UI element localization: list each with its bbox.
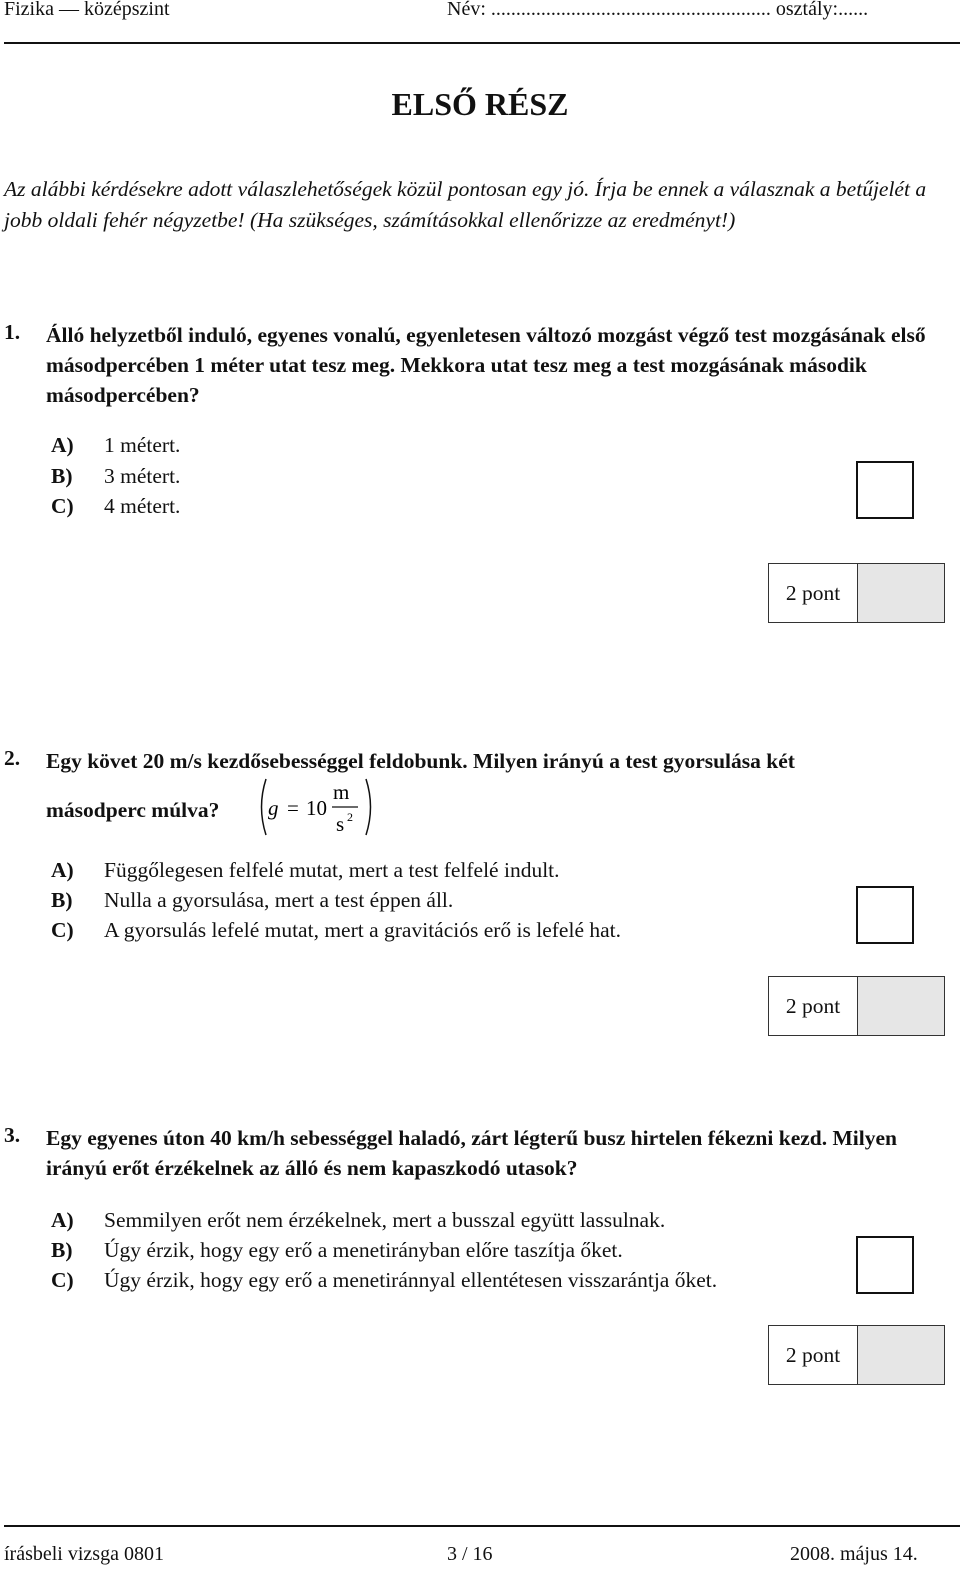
q3-option-c-letter: C) bbox=[51, 1268, 74, 1292]
footer-page-number: 3 / 16 bbox=[447, 1543, 493, 1565]
question-2-text-line2: másodperc múlva? bbox=[46, 798, 220, 822]
q3-score-label: 2 pont bbox=[769, 1326, 858, 1384]
q1-option-c-letter: C) bbox=[51, 494, 74, 518]
q3-option-a-letter: A) bbox=[51, 1208, 74, 1232]
q2-score-label: 2 pont bbox=[769, 977, 858, 1035]
q3-score-box bbox=[768, 1325, 945, 1385]
gravity-formula bbox=[256, 775, 376, 839]
q3-option-c-text: Úgy érzik, hogy egy erő a menetiránnyal ellentétesen visszarántja őket. bbox=[104, 1268, 718, 1292]
header-subject: Fizika — középszint bbox=[4, 0, 170, 20]
q2-option-a-text: Függőlegesen felfelé mutat, mert a test felfelé indult. bbox=[104, 858, 560, 882]
section-title: ELSŐ RÉSZ bbox=[391, 86, 569, 122]
question-1-number: 1. bbox=[4, 320, 21, 344]
q1-option-b-text: 3 métert. bbox=[104, 464, 181, 488]
formula-value: 10 bbox=[306, 796, 327, 820]
q2-option-c-text: A gyorsulás lefelé mutat, mert a gravitációs erő is lefelé hat. bbox=[104, 918, 622, 942]
question-2-number: 2. bbox=[4, 746, 21, 770]
question-1-text: Álló helyzetből induló, egyenes vonalú, egyenletesen változó mozgást végző test mozgásának első másodpercében 1 méter utat tesz meg. Mekkora utat tesz meg a test mozgásának második másodpercében? bbox=[46, 323, 926, 407]
q1-score-label: 2 pont bbox=[769, 564, 858, 622]
formula-symbol: g bbox=[268, 796, 279, 820]
header-name-field: Név: ........................................................ osztály:...... bbox=[447, 0, 869, 20]
q1-option-a-letter: A) bbox=[51, 433, 74, 457]
q3-score-field[interactable] bbox=[858, 1326, 944, 1384]
q2-score-box bbox=[768, 976, 945, 1036]
q3-option-b-text: Úgy érzik, hogy egy erő a menetirányban előre taszítja őket. bbox=[104, 1238, 623, 1262]
q1-option-a-text: 1 métert. bbox=[104, 433, 181, 457]
q2-option-c-letter: C) bbox=[51, 918, 74, 942]
formula-exponent: 2 bbox=[347, 810, 353, 824]
q1-score-box bbox=[768, 563, 945, 623]
question-2-text-line1: Egy követ 20 m/s kezdősebességgel feldobunk. Milyen irányú a test gyorsulása két bbox=[46, 749, 795, 773]
q2-option-a-letter: A) bbox=[51, 858, 74, 882]
q2-option-b-letter: B) bbox=[51, 888, 73, 912]
q2-score-field[interactable] bbox=[858, 977, 944, 1035]
q1-answer-box[interactable] bbox=[856, 461, 914, 519]
formula-equals: = bbox=[287, 796, 299, 820]
footer-divider bbox=[4, 1525, 960, 1527]
q2-option-b-text: Nulla a gyorsulása, mert a test éppen áll. bbox=[104, 888, 454, 912]
q2-answer-box[interactable] bbox=[856, 886, 914, 944]
footer-date: 2008. május 14. bbox=[790, 1543, 918, 1565]
question-3-number: 3. bbox=[4, 1123, 21, 1147]
footer-exam-id: írásbeli vizsga 0801 bbox=[4, 1543, 164, 1565]
formula-unit-numerator: m bbox=[333, 780, 350, 804]
q1-option-b-letter: B) bbox=[51, 464, 73, 488]
q3-option-b-letter: B) bbox=[51, 1238, 73, 1262]
q3-answer-box[interactable] bbox=[856, 1236, 914, 1294]
q1-score-field[interactable] bbox=[858, 564, 944, 622]
q1-option-c-text: 4 métert. bbox=[104, 494, 181, 518]
header-divider bbox=[4, 42, 960, 44]
question-3-text: Egy egyenes úton 40 km/h sebességgel haladó, zárt légterű busz hirtelen fékezni kezd. Milyen irányú erőt érzékelnek az álló és nem kapaszkodó utasok? bbox=[46, 1126, 897, 1180]
q3-option-a-text: Semmilyen erőt nem érzékelnek, mert a busszal együtt lassulnak. bbox=[104, 1208, 666, 1232]
formula-unit-denominator: s bbox=[336, 812, 345, 836]
instructions: Az alábbi kérdésekre adott válaszlehetőségek közül pontosan egy jó. Írja be ennek a válasznak a betűjelét a jobb oldali fehér négyzetbe! (Ha szükséges, számításokkal ellenőrizze az eredményt!) bbox=[4, 177, 927, 232]
